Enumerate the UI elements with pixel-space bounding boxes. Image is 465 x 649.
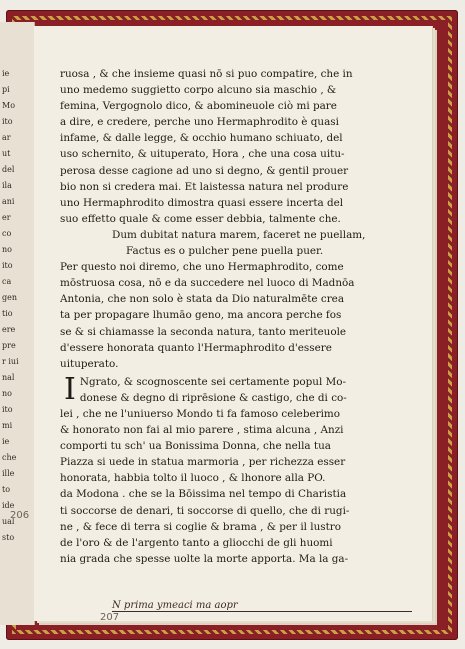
left-page-fragment: nal bbox=[2, 373, 15, 382]
text-line: Piazza si uede in statua marmoria , per richezza esser bbox=[60, 456, 346, 469]
text-line: uno medemo suggietto corpo alcuno sia maschio , & bbox=[60, 84, 337, 97]
left-page-fragment: tio bbox=[2, 309, 13, 318]
left-page-fragment: ut bbox=[2, 149, 11, 158]
left-page-fragment: pi bbox=[2, 85, 10, 94]
text-line: de l'oro & de l'argento tanto a gliocchi de gli huomi bbox=[60, 536, 333, 549]
text-line: comporti tu sch' ua Bonissima Donna, che nella tua bbox=[60, 440, 331, 453]
paragraph-one bbox=[60, 66, 422, 372]
left-page-fragment: Mo bbox=[2, 101, 16, 110]
left-page-fragment: to bbox=[2, 485, 11, 494]
text-line: a dire, e credere, perche uno Hermaphrodito è quasi bbox=[60, 116, 339, 129]
text-line: da Modona . che se la Bōissima nel tempo di Charistia bbox=[60, 488, 347, 501]
left-page-fragment: ito bbox=[2, 261, 13, 270]
text-line: Factus es o pulcher pene puella puer. bbox=[126, 245, 324, 258]
left-page-fragment: pre bbox=[2, 341, 16, 350]
text-line: Antonia, che non solo è stata da Dio naturalmēte crea bbox=[60, 293, 345, 306]
left-page-edge bbox=[0, 22, 35, 625]
text-line: ta per propagare lhumāo geno, ma ancora perche fos bbox=[60, 309, 342, 322]
text-line: d'essere honorata quanto l'Hermaphrodito d'essere bbox=[60, 341, 332, 354]
text-line: donese & degno di riprēsione & castigo, che di co- bbox=[79, 391, 347, 404]
left-page-fragment: ito bbox=[2, 405, 13, 414]
text-line: ne , & fece di terra si coglie & brama , & per il lustro bbox=[60, 520, 342, 533]
left-page-fragment: gen bbox=[2, 293, 18, 302]
left-page-fragment: ide bbox=[2, 501, 15, 510]
left-page-fragment: ani bbox=[2, 197, 15, 206]
left-page-fragment: ie bbox=[2, 69, 10, 78]
text-line: ti soccorse de denari, ti soccorse di quello, che di rugi- bbox=[60, 504, 350, 517]
text-line: Dum dubitat natura marem, faceret ne puellam, bbox=[112, 228, 366, 241]
text-line: nia grada che spesse uolte la morte apporta. Ma la ga- bbox=[60, 552, 349, 565]
page-text bbox=[60, 66, 422, 567]
book-page bbox=[34, 26, 432, 621]
left-page-fragment: mi bbox=[2, 421, 13, 430]
paragraph-two bbox=[60, 371, 422, 567]
handwritten-note: N prima ymeaci ma aopr bbox=[112, 600, 412, 612]
left-page-fragment: ar bbox=[2, 133, 11, 142]
left-page-fragment: co bbox=[2, 229, 12, 238]
folio-number-left: 206 bbox=[10, 510, 30, 521]
text-line: bio non si credera mai. Et laistessa natura nel produre bbox=[60, 180, 349, 193]
left-page-fragment: ito bbox=[2, 117, 13, 126]
left-page-fragment: no bbox=[2, 245, 12, 254]
drop-capital: I bbox=[64, 371, 76, 407]
text-line: ruosa , & che insieme quasi nō si puo compatire, che in bbox=[60, 68, 353, 80]
left-page-fragment: ere bbox=[2, 325, 16, 334]
folio-number-bottom: 207 bbox=[100, 612, 120, 623]
left-page-fragment: no bbox=[2, 389, 12, 398]
text-line: suo effetto quale & come esser debbia, talmente che. bbox=[60, 212, 341, 225]
left-page-fragment: er bbox=[2, 213, 11, 222]
text-line: & honorato non fai al mio parere , stima alcuna , Anzi bbox=[60, 424, 344, 437]
text-line: Ngrato, & scognoscente sei certamente popul Mo- bbox=[79, 375, 346, 388]
text-line: femina, Vergognolo dico, & abomineuole ciò mi pare bbox=[60, 100, 337, 113]
text-line: uituperato. bbox=[60, 357, 119, 370]
left-page-fragment: r iui bbox=[2, 357, 19, 366]
left-page-fragment: ie bbox=[2, 437, 10, 446]
text-line: perosa desse cagione ad uno si degno, & gentil prouer bbox=[60, 164, 349, 177]
left-page-fragment: ila bbox=[2, 181, 12, 190]
text-line: honorata, habbia tolto il luoco , & lhonore alla PO. bbox=[60, 472, 326, 485]
left-page-fragment: che bbox=[2, 453, 17, 462]
left-page-fragment: ille bbox=[2, 469, 15, 478]
text-line: Per questo noi diremo, che uno Hermaphrodito, come bbox=[60, 261, 344, 274]
text-line: mōstruosa cosa, nō e da succedere nel luoco di Madnōa bbox=[60, 277, 355, 290]
text-line: uno Hermaphrodito dimostra quasi essere incerta del bbox=[60, 196, 344, 209]
text-line: lei , che ne l'uniuerso Mondo ti fa famoso celeberimo bbox=[60, 407, 341, 420]
left-page-fragment: ca bbox=[2, 277, 12, 286]
left-page-fragment: del bbox=[2, 165, 15, 174]
text-line: infame, & dalle legge, & occhio humano schiuato, del bbox=[60, 132, 343, 145]
left-page-fragment: sto bbox=[2, 533, 15, 542]
left-page-fragment: ual bbox=[2, 517, 15, 526]
text-line: uso schernito, & uituperato, Hora , che una cosa uitu- bbox=[60, 148, 345, 161]
text-line: se & si chiamasse la seconda natura, tanto meriteuole bbox=[60, 325, 347, 338]
